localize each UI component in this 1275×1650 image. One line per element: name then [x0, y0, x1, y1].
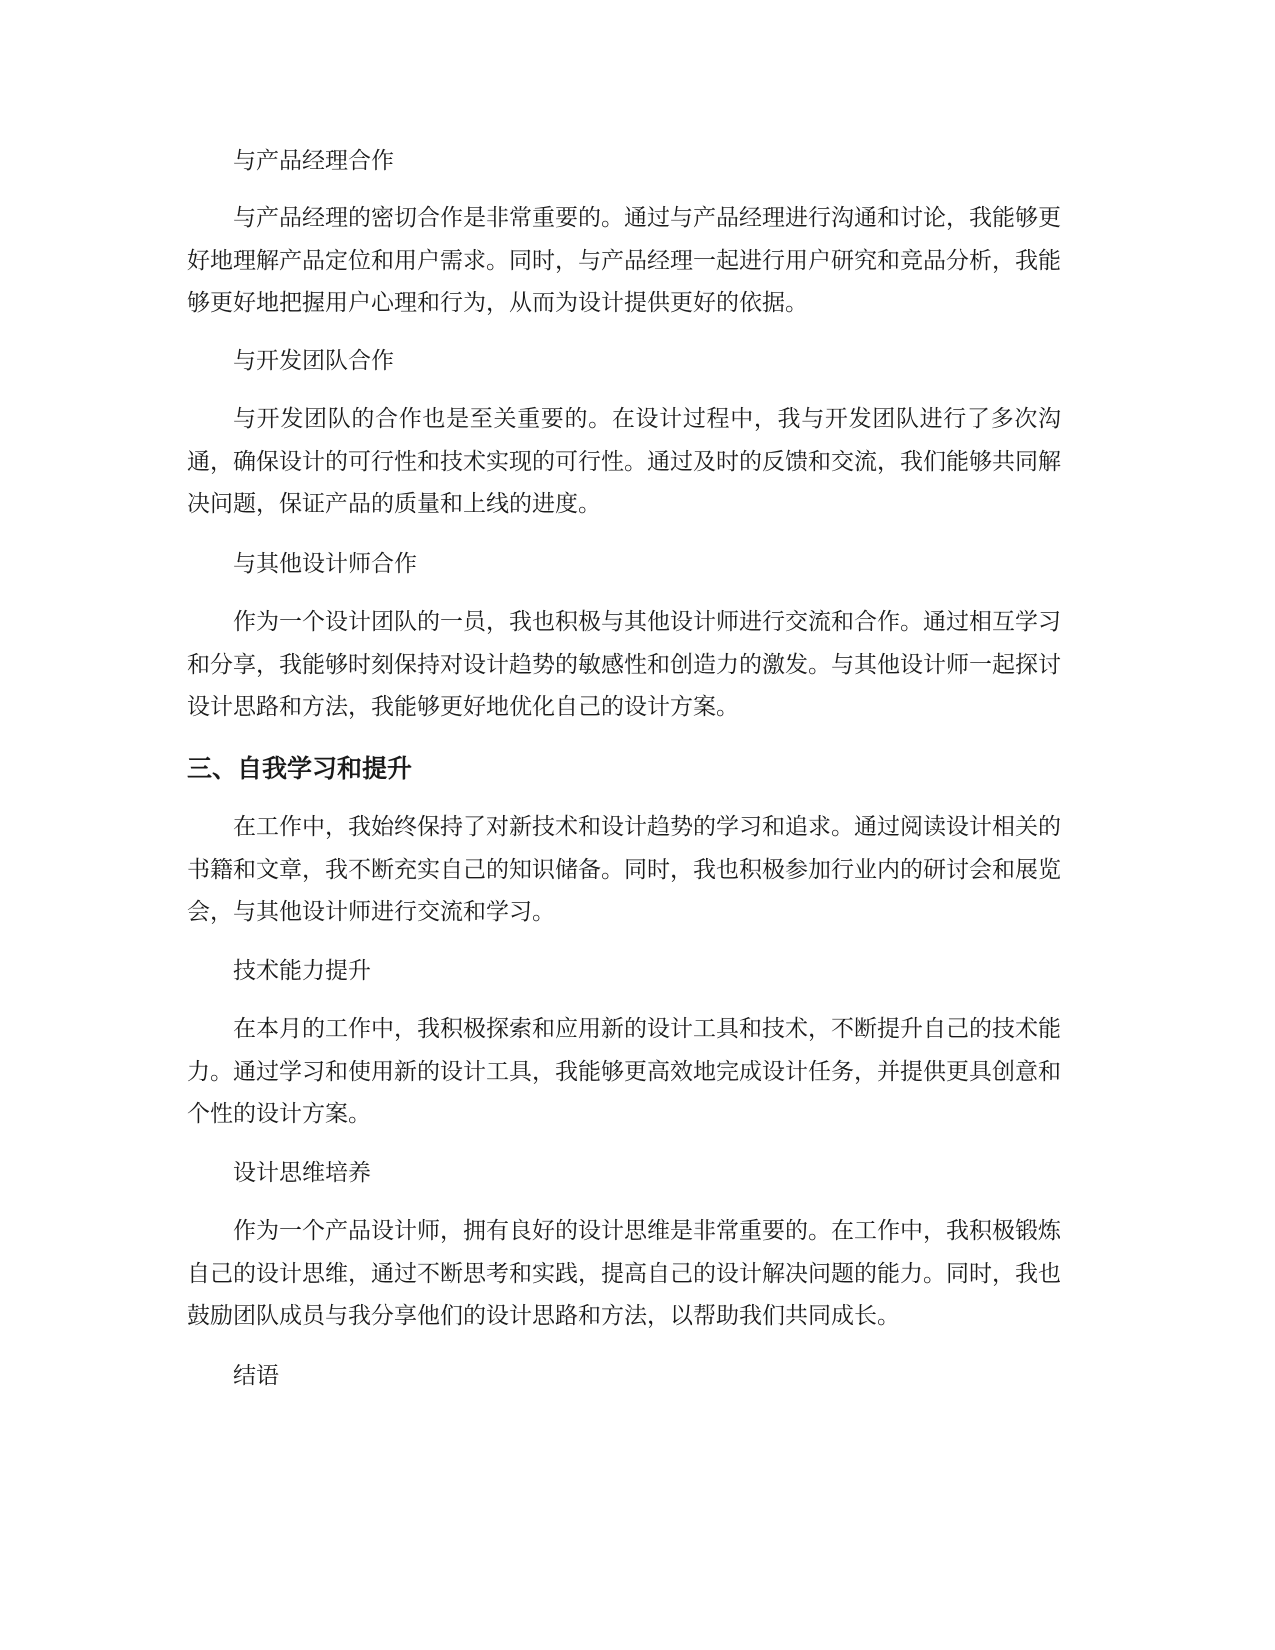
paragraph-dev-team: 与开发团队的合作也是至关重要的。在设计过程中，我与开发团队进行了多次沟通，确保设计的可行性和技术实现的可行性。通过及时的反馈和交流，我们能够共同解决问题，保证产品的质量和上线的进度。	[187, 406, 1061, 517]
subheading-design-thinking: 设计思维培养	[233, 1160, 371, 1186]
subheading-other-designers: 与其他设计师合作	[233, 551, 417, 577]
paragraph-tech-skills: 在本月的工作中，我积极探索和应用新的设计工具和技术，不断提升自己的技术能力。通过学习和使用新的设计工具，我能够更高效地完成设计任务，并提供更具创意和个性的设计方案。	[187, 1016, 1061, 1127]
paragraph-other-designers: 作为一个设计团队的一员，我也积极与其他设计师进行交流和合作。通过相互学习和分享，我能够时刻保持对设计趋势的敏感性和创造力的激发。与其他设计师一起探讨设计思路和方法，我能够更好地优化自己的设计方案。	[187, 609, 1061, 720]
paragraph-product-manager: 与产品经理的密切合作是非常重要的。通过与产品经理进行沟通和讨论，我能够更好地理解产品定位和用户需求。同时，与产品经理一起进行用户研究和竞品分析，我能够更好地把握用户心理和行为，从而为设计提供更好的依据。	[187, 205, 1061, 316]
subheading-dev-team: 与开发团队合作	[233, 348, 394, 374]
subheading-conclusion: 结语	[233, 1363, 279, 1389]
section-heading-self-learning: 三、自我学习和提升	[187, 754, 413, 783]
paragraph-self-learning: 在工作中，我始终保持了对新技术和设计趋势的学习和追求。通过阅读设计相关的书籍和文章，我不断充实自己的知识储备。同时，我也积极参加行业内的研讨会和展览会，与其他设计师进行交流和学习。	[187, 814, 1061, 925]
subheading-tech-skills: 技术能力提升	[233, 958, 371, 984]
paragraph-design-thinking: 作为一个产品设计师，拥有良好的设计思维是非常重要的。在工作中，我积极锻炼自己的设计思维，通过不断思考和实践，提高自己的设计解决问题的能力。同时，我也鼓励团队成员与我分享他们的设计思路和方法，以帮助我们共同成长。	[187, 1218, 1061, 1329]
subheading-product-manager: 与产品经理合作	[233, 148, 394, 174]
